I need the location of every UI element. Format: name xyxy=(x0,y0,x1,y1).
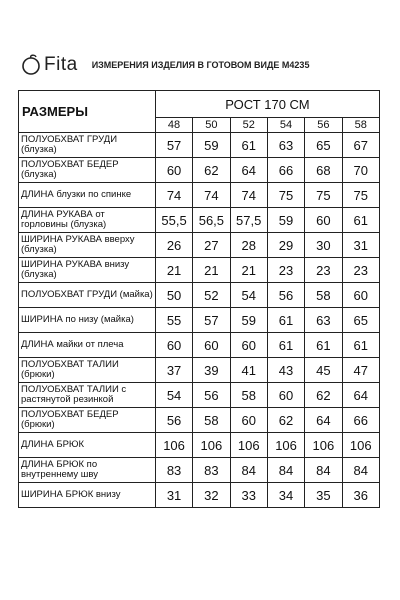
measurement-value: 63 xyxy=(267,133,304,158)
table-row xyxy=(19,133,380,158)
brand-logo xyxy=(20,54,78,76)
measurement-value: 64 xyxy=(342,383,379,408)
measurement-value: 58 xyxy=(305,283,342,308)
measurement-value: 21 xyxy=(193,258,230,283)
measurement-label: ПОЛУОБХВАТ БЕДЕР (брюки) xyxy=(19,408,156,433)
measurement-value: 56 xyxy=(155,408,192,433)
measurement-value: 54 xyxy=(230,283,267,308)
measurement-label: ДЛИНА РУКАВА от горловины (блузка) xyxy=(19,208,156,233)
measurement-value: 61 xyxy=(267,308,304,333)
measurement-value: 57,5 xyxy=(230,208,267,233)
measurement-label: ПОЛУОБХВАТ ГРУДИ (майка) xyxy=(19,283,156,308)
measurement-value: 75 xyxy=(305,183,342,208)
measurement-value: 34 xyxy=(267,483,304,508)
measurement-value: 75 xyxy=(342,183,379,208)
table-row xyxy=(19,283,380,308)
table-row xyxy=(19,233,380,258)
measurement-value: 60 xyxy=(342,283,379,308)
measurement-value: 66 xyxy=(267,158,304,183)
measurement-value: 65 xyxy=(342,308,379,333)
measurement-value: 60 xyxy=(305,208,342,233)
measurement-label: ШИРИНА БРЮК внизу xyxy=(19,483,156,508)
measurement-value: 47 xyxy=(342,358,379,383)
size-column-header: 54 xyxy=(267,118,304,133)
measurement-value: 61 xyxy=(342,208,379,233)
measurement-value: 23 xyxy=(267,258,304,283)
measurement-value: 35 xyxy=(305,483,342,508)
measurement-value: 59 xyxy=(193,133,230,158)
page-header xyxy=(20,52,390,78)
measurement-value: 65 xyxy=(305,133,342,158)
size-chart-table xyxy=(18,90,380,508)
measurement-value: 68 xyxy=(305,158,342,183)
measurement-value: 56 xyxy=(267,283,304,308)
measurement-value: 32 xyxy=(193,483,230,508)
table-row xyxy=(19,358,380,383)
measurement-value: 50 xyxy=(155,283,192,308)
measurement-value: 23 xyxy=(342,258,379,283)
measurement-label: ДЛИНА майки от плеча xyxy=(19,333,156,358)
measurement-label: ДЛИНА блузки по спинке xyxy=(19,183,156,208)
measurement-value: 26 xyxy=(155,233,192,258)
measurement-value: 45 xyxy=(305,358,342,383)
table-row xyxy=(19,183,380,208)
measurement-value: 60 xyxy=(155,333,192,358)
measurement-value: 74 xyxy=(230,183,267,208)
measurement-value: 60 xyxy=(230,333,267,358)
measurement-value: 56 xyxy=(193,383,230,408)
measurement-value: 62 xyxy=(193,158,230,183)
measurement-value: 43 xyxy=(267,358,304,383)
measurement-value: 83 xyxy=(193,458,230,483)
measurement-value: 75 xyxy=(267,183,304,208)
table-row xyxy=(19,483,380,508)
measurement-value: 61 xyxy=(267,333,304,358)
measurement-value: 106 xyxy=(230,433,267,458)
measurement-value: 84 xyxy=(305,458,342,483)
measurement-value: 54 xyxy=(155,383,192,408)
measurement-value: 23 xyxy=(305,258,342,283)
measurement-value: 30 xyxy=(305,233,342,258)
measurement-value: 61 xyxy=(342,333,379,358)
measurement-value: 59 xyxy=(230,308,267,333)
measurement-value: 57 xyxy=(155,133,192,158)
size-column-header: 58 xyxy=(342,118,379,133)
measurement-value: 33 xyxy=(230,483,267,508)
measurement-value: 37 xyxy=(155,358,192,383)
measurement-value: 66 xyxy=(342,408,379,433)
measurement-value: 31 xyxy=(342,233,379,258)
table-row xyxy=(19,308,380,333)
measurement-value: 84 xyxy=(230,458,267,483)
measurement-value: 106 xyxy=(193,433,230,458)
measurement-value: 21 xyxy=(230,258,267,283)
measurement-label: ДЛИНА БРЮК xyxy=(19,433,156,458)
table-row xyxy=(19,333,380,358)
measurement-value: 62 xyxy=(267,408,304,433)
measurement-label: ПОЛУОБХВАТ ТАЛИИ (брюки) xyxy=(19,358,156,383)
measurement-value: 74 xyxy=(193,183,230,208)
measurement-label: ПОЛУОБХВАТ ГРУДИ (блузка) xyxy=(19,133,156,158)
size-column-header: 50 xyxy=(193,118,230,133)
measurement-value: 60 xyxy=(155,158,192,183)
measurement-value: 74 xyxy=(155,183,192,208)
measurement-label: ШИРИНА РУКАВА вверху (блузка) xyxy=(19,233,156,258)
table-row xyxy=(19,383,380,408)
height-header: РОСТ 170 СМ xyxy=(155,91,379,118)
measurement-label: ДЛИНА БРЮК по внутреннему шву xyxy=(19,458,156,483)
measurement-value: 21 xyxy=(155,258,192,283)
measurement-value: 27 xyxy=(193,233,230,258)
table-row xyxy=(19,208,380,233)
brand-name: Fita xyxy=(44,54,78,75)
measurement-value: 58 xyxy=(230,383,267,408)
measurement-value: 61 xyxy=(230,133,267,158)
measurement-value: 29 xyxy=(267,233,304,258)
measurement-value: 106 xyxy=(155,433,192,458)
size-column-header: 52 xyxy=(230,118,267,133)
measurement-label: ПОЛУОБХВАТ БЕДЕР (блузка) xyxy=(19,158,156,183)
measurement-value: 106 xyxy=(305,433,342,458)
measurement-value: 60 xyxy=(267,383,304,408)
table-row xyxy=(19,158,380,183)
table-row xyxy=(19,258,380,283)
measurement-value: 84 xyxy=(342,458,379,483)
header-row xyxy=(19,91,380,118)
measurement-value: 70 xyxy=(342,158,379,183)
size-column-header: 56 xyxy=(305,118,342,133)
size-column-header: 48 xyxy=(155,118,192,133)
table-row xyxy=(19,433,380,458)
measurement-value: 64 xyxy=(230,158,267,183)
table-row xyxy=(19,408,380,433)
measurement-value: 58 xyxy=(193,408,230,433)
measurement-value: 60 xyxy=(193,333,230,358)
measurement-value: 60 xyxy=(230,408,267,433)
measurement-value: 36 xyxy=(342,483,379,508)
measurement-value: 56,5 xyxy=(193,208,230,233)
measurement-value: 41 xyxy=(230,358,267,383)
measurement-label: ПОЛУОБХВАТ ТАЛИИ с растянутой резинкой xyxy=(19,383,156,408)
measurement-value: 63 xyxy=(305,308,342,333)
document-title: ИЗМЕРЕНИЯ ИЗДЕЛИЯ В ГОТОВОМ ВИДЕ М4235 xyxy=(91,60,310,70)
measurement-value: 39 xyxy=(193,358,230,383)
measurement-value: 57 xyxy=(193,308,230,333)
sizes-header: РАЗМЕРЫ xyxy=(19,91,156,133)
measurement-value: 83 xyxy=(155,458,192,483)
measurement-value: 67 xyxy=(342,133,379,158)
measurement-value: 28 xyxy=(230,233,267,258)
measurement-value: 55 xyxy=(155,308,192,333)
table-body xyxy=(19,133,380,508)
measurement-value: 106 xyxy=(267,433,304,458)
measurement-label: ШИРИНА по низу (майка) xyxy=(19,308,156,333)
table-row xyxy=(19,458,380,483)
measurement-value: 59 xyxy=(267,208,304,233)
measurement-value: 61 xyxy=(305,333,342,358)
measurement-value: 31 xyxy=(155,483,192,508)
measurement-label: ШИРИНА РУКАВА внизу (блузка) xyxy=(19,258,156,283)
measurement-value: 55,5 xyxy=(155,208,192,233)
measurement-value: 84 xyxy=(267,458,304,483)
fita-circle-logo-icon xyxy=(20,54,42,76)
measurement-value: 52 xyxy=(193,283,230,308)
measurement-value: 106 xyxy=(342,433,379,458)
measurement-value: 64 xyxy=(305,408,342,433)
measurement-value: 62 xyxy=(305,383,342,408)
